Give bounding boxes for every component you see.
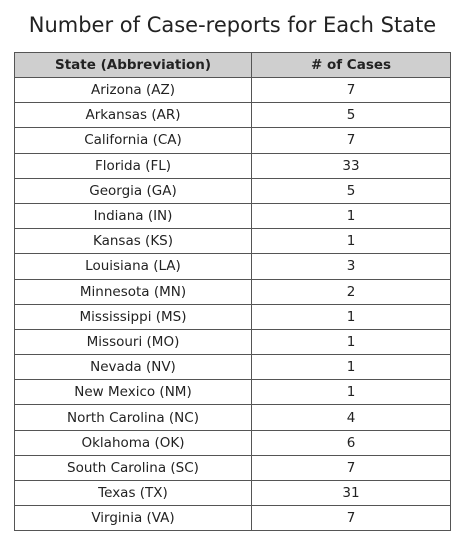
- table-body: [15, 78, 451, 531]
- cases-cell: 1: [252, 355, 451, 380]
- cases-cell: 7: [252, 506, 451, 531]
- table-row: [15, 430, 451, 455]
- state-cell: Arizona (AZ): [15, 78, 252, 103]
- cases-cell: 1: [252, 304, 451, 329]
- table-row: [15, 128, 451, 153]
- table-row: [15, 355, 451, 380]
- state-cell: Kansas (KS): [15, 229, 252, 254]
- state-cell: Texas (TX): [15, 481, 252, 506]
- table-row: [15, 304, 451, 329]
- table-row: [15, 229, 451, 254]
- state-cell: Nevada (NV): [15, 355, 252, 380]
- cases-cell: 31: [252, 481, 451, 506]
- table-row: [15, 279, 451, 304]
- state-cell: South Carolina (SC): [15, 455, 252, 480]
- table-row: [15, 380, 451, 405]
- table-row: [15, 203, 451, 228]
- column-header-cases: # of Cases: [252, 53, 451, 78]
- table-row: [15, 78, 451, 103]
- state-cell: Florida (FL): [15, 153, 252, 178]
- cases-cell: 2: [252, 279, 451, 304]
- cases-cell: 5: [252, 103, 451, 128]
- table-header-row: [15, 53, 451, 78]
- table-row: [15, 178, 451, 203]
- cases-cell: 1: [252, 329, 451, 354]
- cases-table: [14, 52, 451, 531]
- table-row: [15, 405, 451, 430]
- state-cell: Minnesota (MN): [15, 279, 252, 304]
- cases-cell: 7: [252, 455, 451, 480]
- column-header-state: State (Abbreviation): [15, 53, 252, 78]
- table-row: [15, 254, 451, 279]
- table-row: [15, 481, 451, 506]
- state-cell: Louisiana (LA): [15, 254, 252, 279]
- table-row: [15, 103, 451, 128]
- state-cell: New Mexico (NM): [15, 380, 252, 405]
- cases-cell: 5: [252, 178, 451, 203]
- state-cell: North Carolina (NC): [15, 405, 252, 430]
- state-cell: Arkansas (AR): [15, 103, 252, 128]
- cases-cell: 6: [252, 430, 451, 455]
- table-row: [15, 506, 451, 531]
- cases-cell: 7: [252, 128, 451, 153]
- state-cell: Virginia (VA): [15, 506, 252, 531]
- state-cell: Georgia (GA): [15, 178, 252, 203]
- cases-cell: 1: [252, 229, 451, 254]
- state-cell: Oklahoma (OK): [15, 430, 252, 455]
- table-title: Number of Case-reports for Each State: [28, 13, 437, 37]
- state-cell: Missouri (MO): [15, 329, 252, 354]
- cases-cell: 7: [252, 78, 451, 103]
- cases-cell: 3: [252, 254, 451, 279]
- table-row: [15, 153, 451, 178]
- cases-cell: 1: [252, 203, 451, 228]
- cases-cell: 4: [252, 405, 451, 430]
- state-cell: Mississippi (MS): [15, 304, 252, 329]
- state-cell: California (CA): [15, 128, 252, 153]
- cases-cell: 33: [252, 153, 451, 178]
- state-cell: Indiana (IN): [15, 203, 252, 228]
- table-row: [15, 329, 451, 354]
- table-row: [15, 455, 451, 480]
- cases-cell: 1: [252, 380, 451, 405]
